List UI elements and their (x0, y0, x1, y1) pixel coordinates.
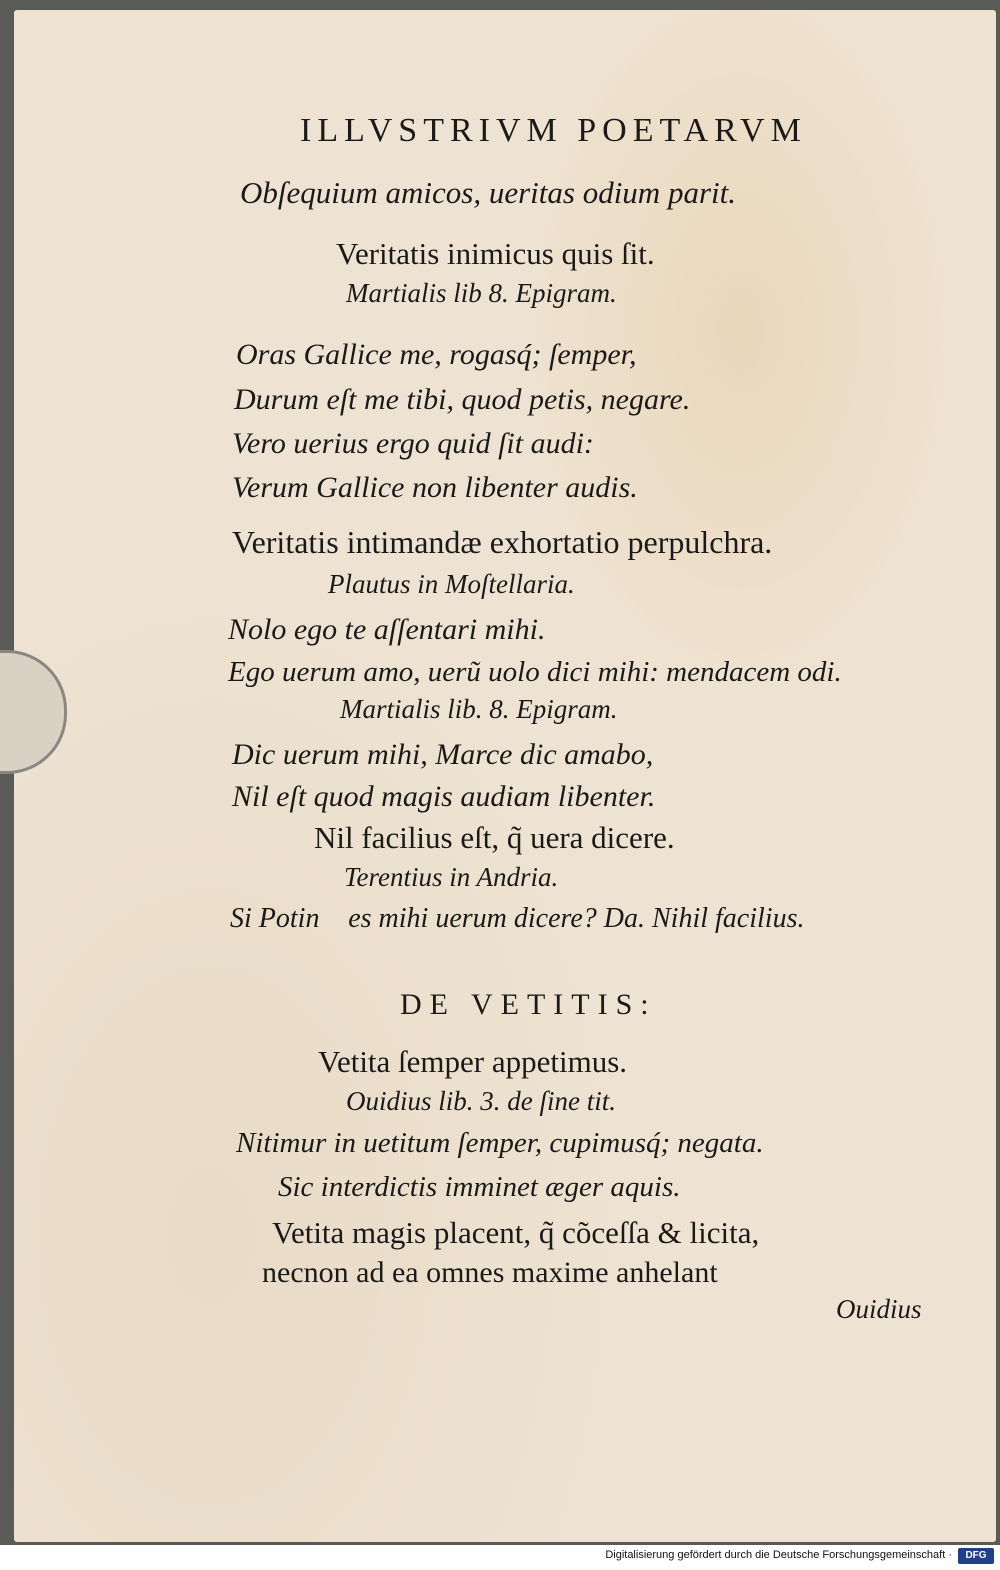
text-line: Vetita magis placent, q̃ cõceſſa & licita, (272, 1215, 760, 1250)
text-line: necnon ad ea omnes maxime anhelant (262, 1256, 718, 1289)
source-line: Martialis lib. 8. Epigram. (340, 694, 618, 724)
verse-line: Nil eſt quod magis audiam libenter. (232, 780, 656, 813)
source-line: Ouidius (836, 1294, 922, 1324)
heading-line: Veritatis intimandæ exhortatio perpulchra. (232, 524, 773, 560)
verse-line: Ego uerum amo, uerũ uolo dici mihi: mendacem odi. (228, 656, 842, 688)
heading-line: Nil facilius eſt, q̃ uera dicere. (314, 820, 675, 855)
text-line: Obſequium amicos, ueritas odium parit. (240, 175, 736, 210)
verse-line: Nitimur in uetitum ſemper, cupimusq́; negata. (236, 1127, 764, 1159)
verse-line: Durum eſt me tibi, quod petis, negare. (234, 383, 691, 416)
source-line: Terentius in Andria. (344, 862, 559, 892)
verse-line: Verum Gallice non libenter audis. (232, 471, 638, 504)
source-line: Ouidius lib. 3. de ſine tit. (346, 1086, 616, 1116)
verse-line: Dic uerum mihi, Marce dic amabo, (232, 738, 654, 771)
heading-line: Vetita ſemper appetimus. (318, 1044, 628, 1079)
verse-line: Si Potin᷒ es mihi uerum dicere? Da. Nihil facilius. (230, 903, 805, 934)
heading-line: Veritatis inimicus quis ſit. (336, 236, 655, 271)
verse-line: Sic interdictis imminet æger aquis. (278, 1171, 681, 1203)
footer-credit: Digitalisierung gefördert durch die Deutsche Forschungsgemeinschaft · (605, 1549, 952, 1561)
section-heading: DE VETITIS: (400, 988, 657, 1021)
source-line: Martialis lib 8. Epigram. (346, 278, 617, 308)
source-line: Plautus in Moſtellaria. (328, 569, 575, 599)
running-header: ILLVSTRIVM POETARVM (300, 112, 807, 149)
verse-line: Oras Gallice me, rogasq́; ſemper, (236, 338, 637, 371)
dfg-logo: DFG (958, 1548, 994, 1564)
verse-line: Nolo ego te aſſentari mihi. (228, 613, 546, 646)
verse-line: Vero uerius ergo quid ſit audi: (232, 427, 594, 460)
